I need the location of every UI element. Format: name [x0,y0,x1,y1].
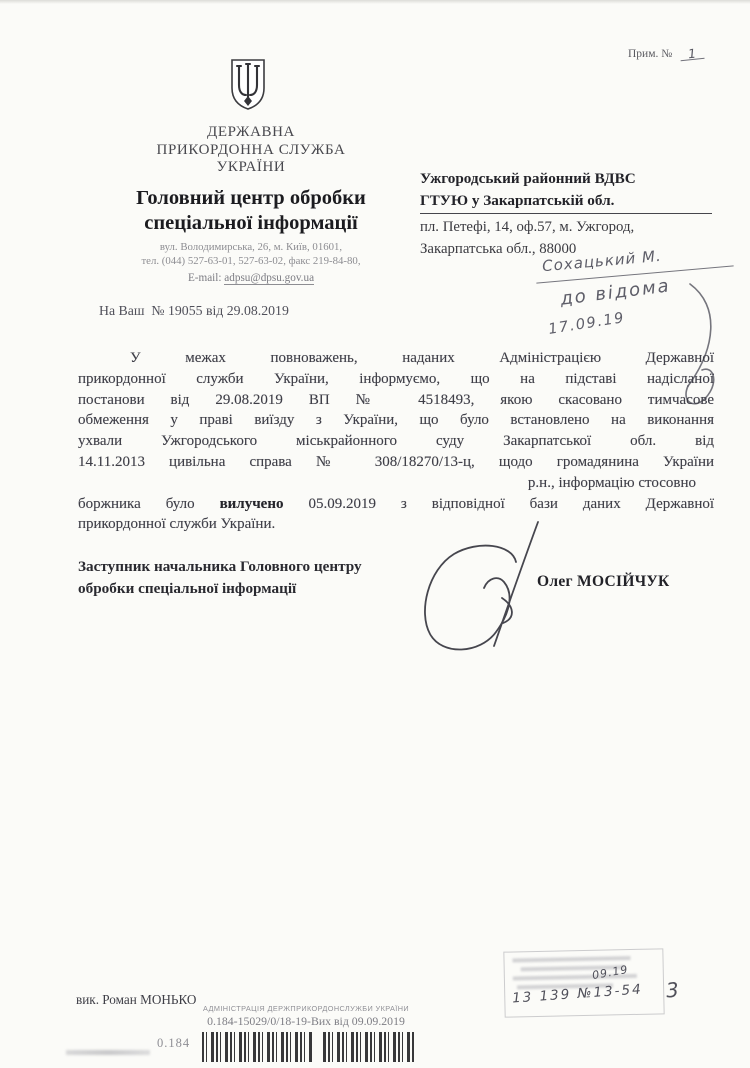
body-line: прикордонної служби України. [78,516,276,533]
signature-scribble [416,520,556,670]
executor-line: вик. Роман МОНЬКО [76,992,197,1007]
handwritten-remark: до відома [559,275,672,310]
body-line: обмеження у праві виїзду з України, що було встановлено на виконання [78,412,714,429]
body-line: У межах повноважень, наданих Адміністрацією Державної [130,350,714,366]
unit-name [95,186,407,235]
handwritten-surname: Сохацький М. [541,246,663,276]
handwritten-page-number: 3 [664,977,680,1003]
unit-name-line: Головний центр обробки [136,187,366,209]
email-line [85,272,417,286]
doc-code: 0.184 [157,1036,191,1050]
stamp-faint-row [512,956,630,962]
bold-word: вилучено [219,495,284,512]
ukraine-trident-emblem-icon [229,58,267,117]
barcode [202,1032,414,1062]
email-address: adpsu@dpsu.gov.ua [224,272,315,284]
body-line-redacted: р.н., інформацію стосовно [527,474,696,491]
copy-number [628,45,704,62]
recipient-address-line: Закарпатська обл., 88000 [420,240,577,257]
org-name-line: ДЕРЖАВНА [207,124,295,140]
email-label: E-mail: [187,272,222,284]
signer-title-line: обробки спеціальної інформації [78,579,297,597]
illegible-smudge [66,1050,150,1055]
signer-name: Олег МОСІЙЧУК [537,573,670,590]
body-line: постанови від 29.08.2019 ВП № 4518493, якою скасовано тимчасове [78,391,714,408]
body-line: 14.11.2013 цивільна справа № 308/18270/13-ц, щодо громадянина України [78,453,714,470]
signer-title-line: Заступник начальника Головного центру [78,558,362,575]
letterhead-address [85,241,417,286]
body-line: прикордонної служби України, інформуємо, що на підставі надісланої [78,370,714,387]
address-line: тел. (044) 527-63-01, 527-63-02, факс 219-84-80, [141,254,361,267]
org-name [95,124,407,177]
recipient-address-line: пл. Петефі, 14, оф.57, м. Ужгород, [420,219,635,235]
org-name-line: ПРИКОРДОННА СЛУЖБА [156,141,346,158]
reference-line: На Ваш № 19055 від 29.08.2019 [99,303,289,318]
unit-name-line: спеціальної інформації [144,211,358,234]
stamp-handwritten-numbers: 13 139 №13-54 [511,981,644,1007]
body-line: боржника було вилучено 05.09.2019 з відповідної бази даних Державної [78,495,715,512]
handwritten-date: 17.09.19 [547,310,627,338]
body-text [78,348,714,535]
signer-title [78,556,362,599]
recipient-name-line: Ужгородський районний ВДВС [420,170,636,187]
recipient-block [420,168,712,260]
recipient-name-line-underlined: ГТУЮ у Закарпатській обл. [420,190,712,215]
stamp-handwritten-date: 09.19 [591,962,630,983]
copy-number-handwritten: 1 [680,47,705,61]
copy-number-label: Прим. № [628,48,673,60]
org-name-line: УКРАЇНИ [216,159,286,175]
registry-org-line: АДМІНІСТРАЦІЯ ДЕРЖПРИКОРДОНСЛУЖБИ УКРАЇНИ [202,1004,410,1013]
registry-stamp [180,1004,432,1029]
registry-ref-line: 0.184-15029/0/18-19-Вих від 09.09.2019 [207,1014,405,1028]
body-line: ухвали Ужгородського міськрайонного суду Закарпатської обл. від [78,433,714,450]
address-line: вул. Володимирська, 26, м. Київ, 01601, [159,241,343,253]
